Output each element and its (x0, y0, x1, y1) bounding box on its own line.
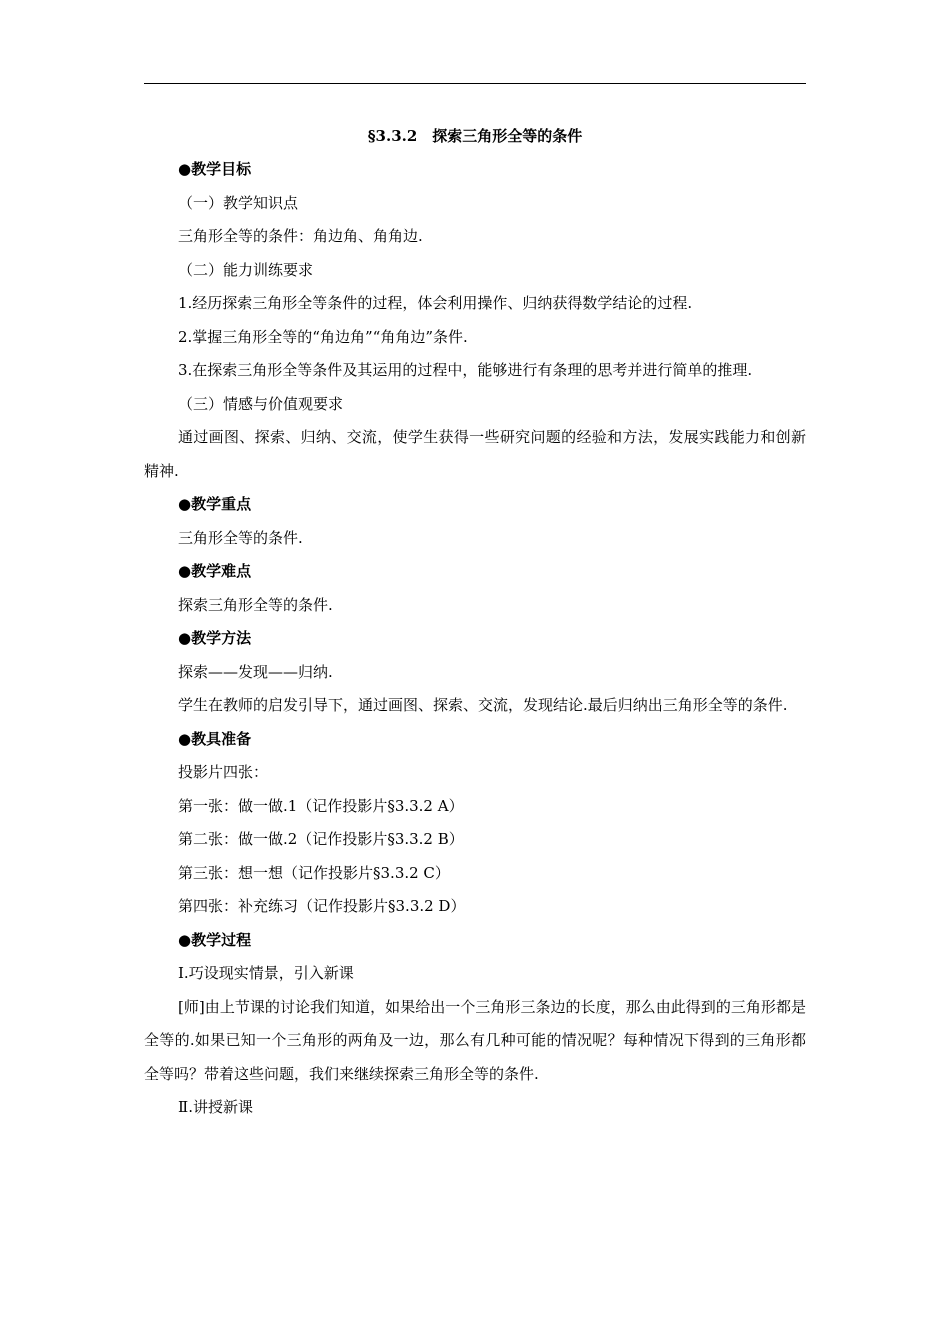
header-rule (144, 83, 806, 84)
ability-heading: （二）能力训练要求 (178, 260, 314, 279)
process-step-1-text: [师]由上节课的讨论我们知道，如果给出一个三角形三条边的长度，那么由此得到的三角形都是全等的.如果已知一个三角形的两角及一边，那么有几种可能的情况呢？每种情况下得到的三角形都全等吗？带着这些问题，我们来继续探索三角形全等的条件. (144, 997, 806, 1083)
key-point-text: 三角形全等的条件. (178, 528, 303, 547)
tools-intro: 投影片四张： (178, 763, 269, 781)
process-step-2: Ⅱ.讲授新课 (178, 1098, 253, 1116)
document-title: §3.3.2 探索三角形全等的条件 (367, 127, 583, 145)
difficulty-heading: ●教学难点 (178, 562, 252, 580)
process-heading: ●教学过程 (178, 930, 252, 949)
document-body (144, 120, 806, 1125)
tools-item-2: 第二张：做一做.2（记作投影片§3.3.2 B） (178, 830, 464, 848)
ability-item-2: 2.掌握三角形全等的“角边角”“角角边”条件. (178, 327, 468, 346)
key-point-heading: ●教学重点 (178, 495, 252, 513)
emotion-heading: （三）情感与价值观要求 (178, 394, 344, 413)
ability-item-1: 1.经历探索三角形全等条件的过程，体会利用操作、归纳获得数学结论的过程. (178, 294, 693, 312)
tools-item-4: 第四张：补充练习（记作投影片§3.3.2 D） (178, 897, 466, 915)
tools-item-1: 第一张：做一做.1（记作投影片§3.3.2 A） (178, 796, 464, 815)
tools-item-3: 第三张：想一想（记作投影片§3.3.2 C） (178, 863, 450, 882)
knowledge-text: 三角形全等的条件：角边角、角角边. (178, 227, 423, 245)
tools-heading: ●教具准备 (178, 729, 252, 748)
method-text-1: 探索——发现——归纳. (178, 662, 333, 681)
method-heading: ●教学方法 (178, 629, 252, 647)
difficulty-text: 探索三角形全等的条件. (178, 595, 333, 614)
knowledge-heading: （一）教学知识点 (178, 193, 299, 212)
emotion-text: 通过画图、探索、归纳、交流，使学生获得一些研究问题的经验和方法，发展实践能力和创新精神. (144, 428, 806, 480)
process-step-1: Ⅰ.巧设现实情景，引入新课 (178, 964, 354, 982)
goals-heading: ●教学目标 (178, 160, 252, 178)
ability-item-3: 3.在探索三角形全等条件及其运用的过程中，能够进行有条理的思考并进行简单的推理. (178, 361, 753, 379)
method-text-2: 学生在教师的启发引导下，通过画图、探索、交流，发现结论.最后归纳出三角形全等的条件. (178, 696, 788, 714)
